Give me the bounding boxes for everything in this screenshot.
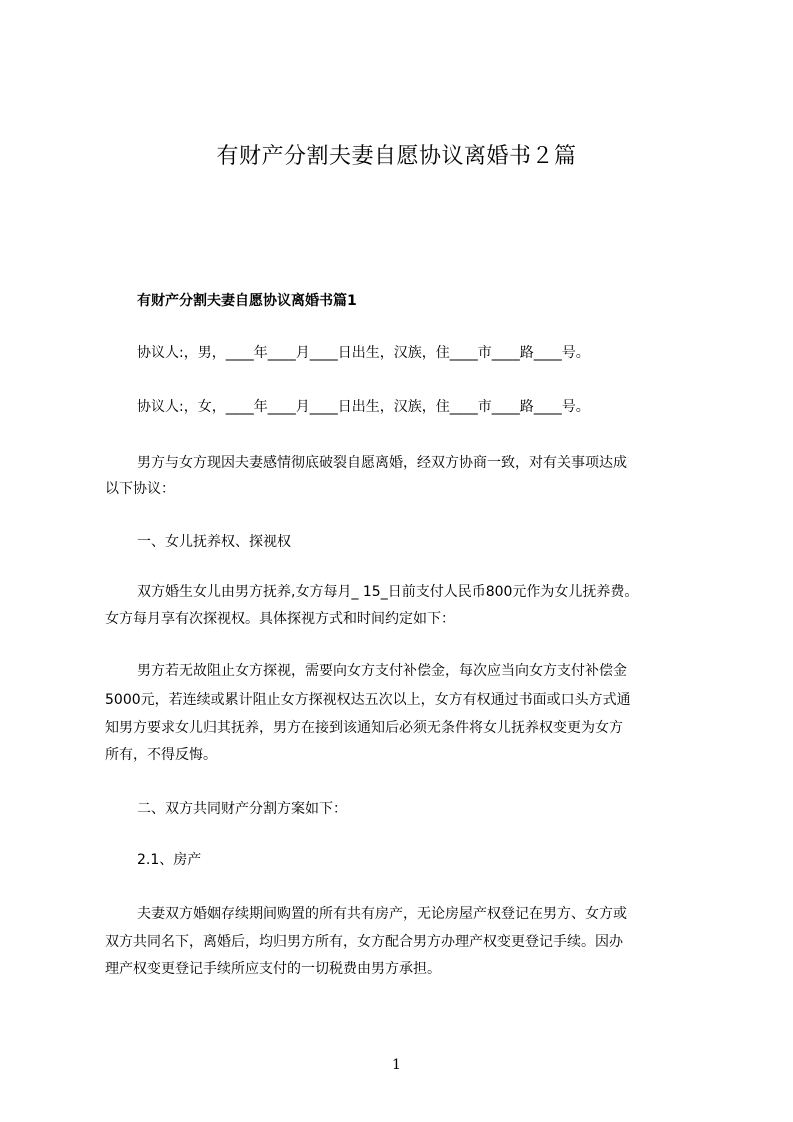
- house-paragraph-line: 理产权变更登记手续所应支付的一切税费由男方承担。: [105, 961, 441, 977]
- document-title: 有财产分割夫妻自愿协议离婚书２篇: [216, 144, 577, 169]
- section-heading: 有财产分割夫妻自愿协议离婚书篇1: [137, 293, 357, 309]
- party-male-line: 协议人:，男，____年____月____日出生，汉族，住____市____路____号。: [137, 345, 590, 361]
- house-paragraph-line: 双方共同名下，离婚后，均归男方所有，女方配合男方办理产权变更登记手续。因办: [105, 934, 623, 950]
- custody-paragraph-line: 双方婚生女儿由男方抚养,女方每月_ 15_日前支付人民币800元作为女儿抚养费。: [137, 584, 639, 600]
- house-paragraph-line: 夫妻双方婚姻存续期间购置的所有共有房产，无论房屋产权登记在男方、女方或: [137, 906, 627, 922]
- page-number: 1: [392, 1057, 401, 1073]
- penalty-paragraph-line: 所有，不得反悔。: [105, 747, 217, 763]
- intro-paragraph-line: 男方与女方现因夫妻感情彻底破裂自愿离婚，经双方协商一致，对有关事项达成: [137, 455, 627, 471]
- penalty-paragraph-line: 知男方要求女儿归其抚养，男方在接到该通知后必须无条件将女儿抚养权变更为女方: [105, 720, 623, 736]
- custody-heading: 一、女儿抚养权、探视权: [137, 534, 291, 550]
- penalty-paragraph-line: 男方若无故阻止女方探视，需要向女方支付补偿金，每次应当向女方支付补偿金: [137, 663, 627, 679]
- custody-paragraph-line: 女方每月享有次探视权。具体探视方式和时间约定如下：: [105, 611, 455, 627]
- penalty-paragraph-line: 5000元，若连续或累计阻止女方探视权达五次以上，女方有权通过书面或口头方式通: [105, 692, 631, 708]
- party-female-line: 协议人:，女，____年____月____日出生，汉族，住____市____路____号。: [137, 399, 590, 415]
- intro-paragraph-line: 以下协议：: [105, 481, 175, 497]
- house-heading: 2.1、房产: [137, 852, 202, 868]
- property-heading: 二、双方共同财产分割方案如下：: [137, 801, 347, 817]
